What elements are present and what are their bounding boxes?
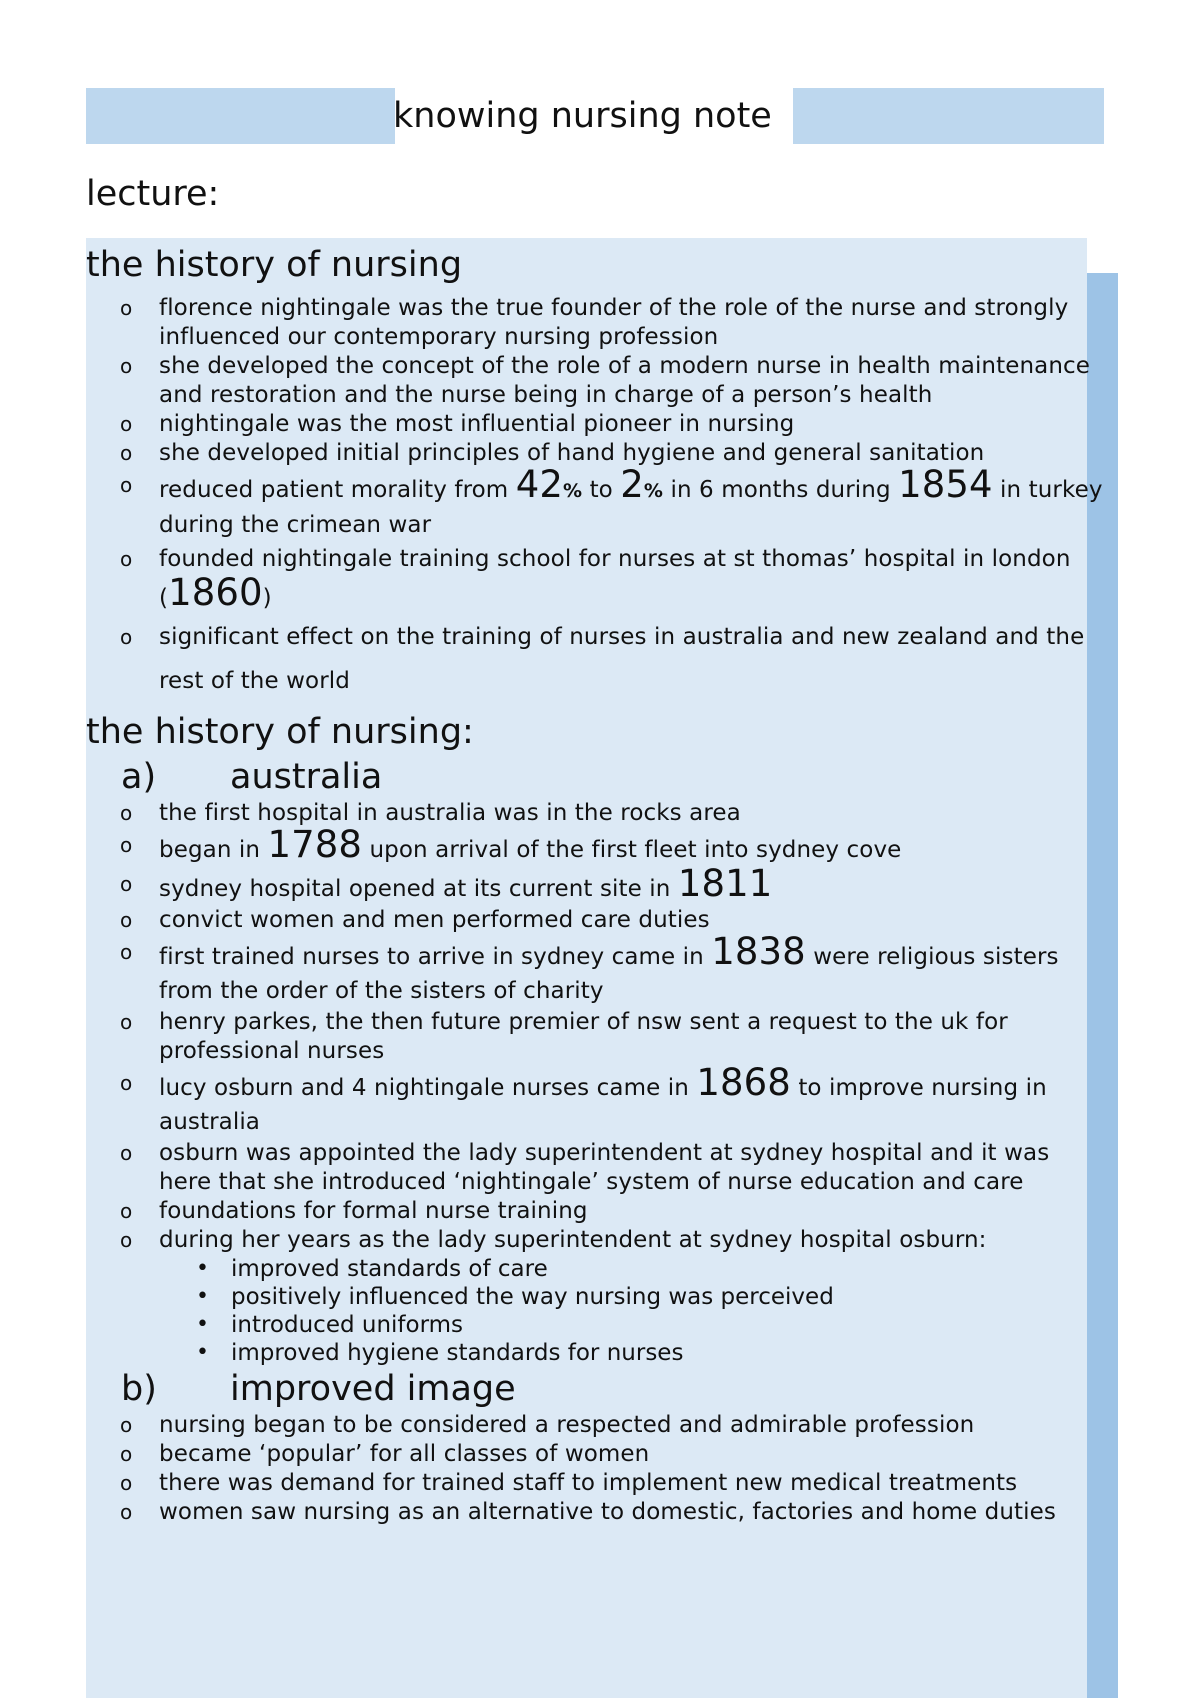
notes-content [86, 242, 1106, 1527]
list-item: o foundations for formal nurse training [120, 1198, 588, 1224]
list-item: o nursing began to be considered a respected and admirable profession [120, 1412, 975, 1438]
list-item-mortality: o reduced patient morality from 42% to 2% in 6 months during 1854 in turkey during the crimean war [120, 463, 1103, 538]
lecture-label: lecture: [86, 174, 220, 214]
list-item: o florence nightingale was the true founder of the role of the nurse and strongly influenced our contemporary nursing profession [120, 295, 1069, 350]
improved-image-list [86, 1411, 1106, 1527]
australia-list [86, 799, 1106, 1255]
bullet-item: • improved standards of care [196, 1256, 548, 1282]
list-item: o there was demand for trained staff to implement new medical treatments [120, 1470, 1018, 1496]
section-heading-history-2: the history of nursing: [86, 712, 474, 752]
list-item: o first trained nurses to arrive in sydney came in 1838 were religious sisters from the order of the sisters of charity [120, 930, 1059, 1004]
title-bar-left [86, 88, 395, 144]
list-item: o she developed the concept of the role of a modern nurse in health maintenance and restoration and the nurse being in charge of a person’s health [120, 353, 1091, 408]
list-item-school: o founded nightingale training school for nurses at st thomas’ hospital in london (1860) [120, 546, 1071, 614]
list-item: o the first hospital in australia was in the rocks area [120, 800, 741, 826]
bullet-item: • improved hygiene standards for nurses [196, 1340, 684, 1366]
document-title: knowing nursing note [393, 96, 772, 136]
section-heading-history: the history of nursing [86, 245, 463, 285]
bullet-item: • introduced uniforms [196, 1312, 464, 1338]
list-item: o during her years as the lady superintendent at sydney hospital osburn: [120, 1227, 987, 1253]
subheading-australia: a) australia [121, 757, 383, 797]
bullet-item: • positively influenced the way nursing was perceived [196, 1284, 834, 1310]
list-item: o convict women and men performed care duties [120, 907, 710, 933]
list-item: o became ‘popular’ for all classes of women [120, 1441, 650, 1467]
list-item: o nightingale was the most influential pioneer in nursing [120, 411, 795, 437]
list-item: o began in 1788 upon arrival of the first fleet into sydney cove [120, 823, 902, 866]
list-item: o osburn was appointed the lady superintendent at sydney hospital and it was here that she introduced ‘nightingale’ system of nurse education and care [120, 1140, 1050, 1195]
subheading-improved-image: b) improved image [121, 1369, 516, 1409]
list-item: o sydney hospital opened at its current site in 1811 [120, 862, 773, 905]
list-item: o henry parkes, the then future premier of nsw sent a request to the uk for professional nurses [120, 1009, 1008, 1064]
osburn-achievements-list [86, 1255, 1106, 1367]
history-list [86, 294, 1106, 703]
list-item: o she developed initial principles of hand hygiene and general sanitation [120, 440, 985, 466]
title-bar-right [793, 88, 1104, 144]
list-item: o lucy osburn and 4 nightingale nurses came in 1868 to improve nursing in australia [120, 1061, 1047, 1135]
list-item: o significant effect on the training of nurses in australia and new zealand and the rest of the world [120, 624, 1085, 694]
list-item: o women saw nursing as an alternative to domestic, factories and home duties [120, 1499, 1056, 1525]
